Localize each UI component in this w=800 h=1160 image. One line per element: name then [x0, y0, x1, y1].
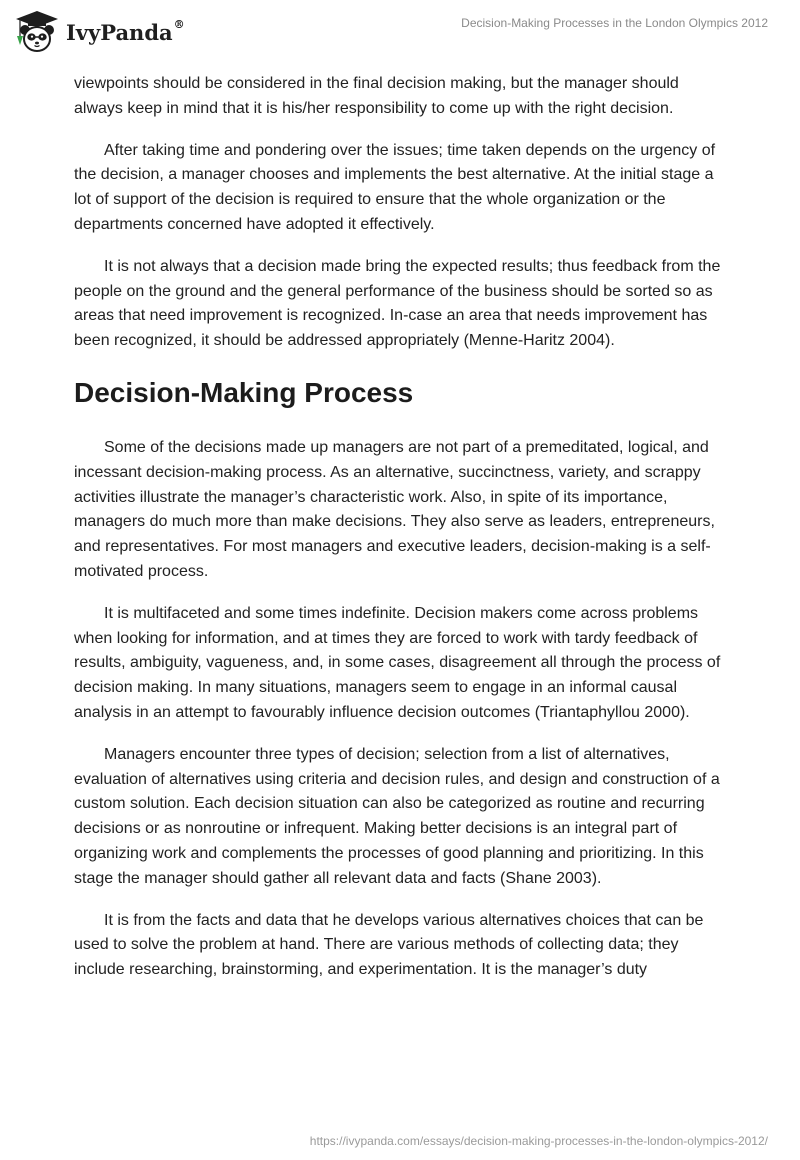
section-heading: Decision-Making Process: [74, 376, 414, 408]
paragraph: viewpoints should be considered in the final decision making, but the manager should always keep in mind that it is his/her responsibility to come up with the right decision.: [74, 75, 679, 117]
paragraph: It is from the facts and data that he develops various alternatives choices that can be used to solve the problem at hand. There are various methods of collecting data; they include researching, brainstorming, and experimentation. It is the manager’s duty: [74, 911, 704, 979]
registered-mark: ®: [173, 17, 185, 31]
brand-name: IvyPanda®: [66, 17, 185, 45]
source-url[interactable]: https://ivypanda.com/essays/decision-making-processes-in-the-london-olympics-2012/: [309, 1134, 768, 1148]
paragraph: Managers encounter three types of decision; selection from a list of alternatives, evaluation of alternatives using criteria and decision rules, and design and construction of a custom solution. Each decision situation can also be categorized as routine and recurring decisions or as nonroutine or infrequent. Making better decisions is an integral part of organizing work and complements the processes of good planning and prioritizing. In this stage the manager should gather all relevant data and facts (Shane 2003).: [74, 745, 720, 887]
paragraph: After taking time and pondering over the issues; time taken depends on the urgency of the decision, a manager chooses and implements the best alternative. At the initial stage a lot of support of the decision is required to ensure that the whole organization or the departments concerned have adopted it effectively.: [74, 141, 716, 233]
panda-graduate-icon: [14, 9, 60, 55]
page-header: [0, 0, 800, 70]
essay-content: [74, 72, 726, 1000]
document-title: Decision-Making Processes in the London Olympics 2012: [461, 16, 768, 30]
paragraph: It is multifaceted and some times indefinite. Decision makers come across problems when looking for information, and at times they are forced to work with tardy feedback of results, ambiguity, vagueness, and, in some cases, disagreement all through the process of decision making. In many situations, managers seem to engage in an informal causal analysis in an attempt to favourably influence decision outcomes (Triantaphyllou 2000).: [74, 604, 721, 721]
paragraph: Some of the decisions made up managers are not part of a premeditated, logical, and incessant decision-making process. As an alternative, succinctness, variety, and scrappy activities illustrate the manager’s characteristic work. Also, in spite of its importance, managers do much more than make decisions. They also serve as leaders, entrepreneurs, and representatives. For most managers and executive leaders, decision-making is a self-motivated process.: [74, 438, 715, 580]
paragraph: It is not always that a decision made bring the expected results; thus feedback from the people on the ground and the general performance of the business should be sorted so as areas that need improvement is recognized. In-case an area that needs improvement has been recognized, it should be addressed appropriately (Menne-Haritz 2004).: [74, 257, 721, 350]
ivypanda-logo[interactable]: [14, 8, 185, 56]
